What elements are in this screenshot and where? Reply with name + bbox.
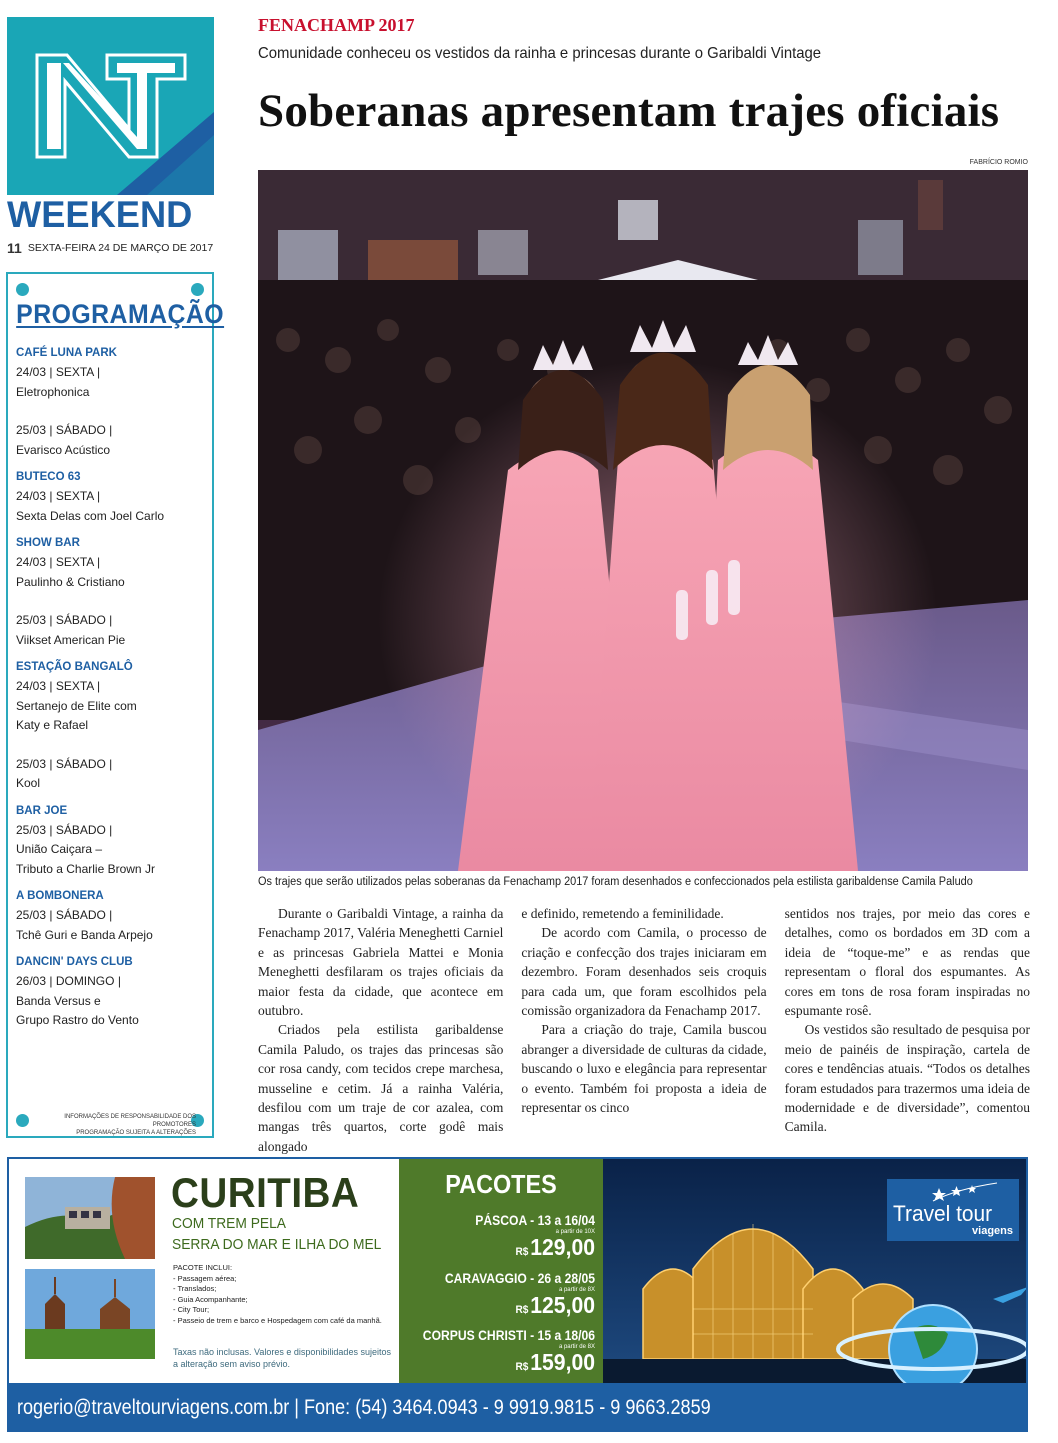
price-value: 129,00 (530, 1234, 595, 1260)
venue-name: DANCIN' DAYS CLUB (16, 956, 133, 968)
venue-block (16, 534, 206, 650)
event-line: União Caiçara – (16, 842, 103, 856)
event-line: 24/03 | SEXTA | (16, 555, 101, 569)
currency: R$ (515, 1246, 529, 1258)
package-name: CARAVAGGIO - 26 a 28/05 (444, 1271, 595, 1286)
includes-item: - City Tour; (173, 1305, 210, 1314)
paragraph: sentidos nos trajes, por meio das cores e detalhes, como os bordados em 3D com a ideia de “toque-me” e as rendas que representam o floral dos espumantes. As cores em tons de rosa foram inspiradas no espumante rosê. (784, 906, 1030, 1019)
event-line: 25/03 | SÁBADO | (16, 822, 113, 837)
event-line: 24/03 | SEXTA | (16, 489, 101, 503)
event-entry (16, 906, 206, 945)
crowned-women-photo (258, 170, 1028, 871)
ad-contact-bar[interactable] (9, 1383, 1028, 1432)
event-entry (16, 363, 206, 402)
event-line: Eletrophonica (16, 384, 90, 399)
ad-disclaimer: Taxas não inclusas. Valores e disponibilidades sujeitos a alteração sem aviso prévio. (173, 1347, 391, 1369)
article-body (258, 904, 1030, 1154)
venue-block (16, 344, 206, 460)
body-column-2 (521, 904, 766, 1140)
venue-block (16, 468, 206, 526)
ad-right-panel (603, 1159, 1028, 1383)
venue-block (16, 953, 206, 1031)
venue-name: ESTAÇÃO BANGALÔ (16, 661, 133, 673)
ad-subtitle: COM TREM PELA (172, 1215, 287, 1232)
event-line: 25/03 | SÁBADO | (16, 756, 113, 771)
event-line: Banda Versus e (16, 993, 101, 1008)
event-entry (16, 487, 206, 526)
venue-name: BAR JOE (16, 804, 68, 817)
event-line: 26/03 | DOMINGO | (16, 974, 121, 988)
contact-info[interactable]: rogerio@traveltourviagens.com.br | Fone: (54) 3464.0943 - 9 9919.9815 - 9 9663.2859 (17, 1395, 711, 1419)
subhead: Comunidade conheceu os vestidos da rainha e princesas durante o Garibaldi Vintage (258, 45, 822, 62)
venue-block (16, 802, 206, 880)
event-line: Grupo Rastro do Vento (16, 1013, 139, 1027)
includes-item: - Passeio de trem e barco e Hospedagem com café da manhã. (173, 1315, 382, 1325)
travel-tour-logo[interactable] (887, 1179, 1019, 1241)
issue-date: SEXTA-FEIRA 24 DE MARÇO DE 2017 (27, 242, 214, 254)
package-item[interactable] (395, 1328, 595, 1378)
currency: R$ (515, 1304, 529, 1316)
body-column-1 (258, 904, 504, 1154)
package-item[interactable] (395, 1271, 595, 1321)
nt-logo (7, 17, 214, 195)
currency: R$ (515, 1361, 529, 1373)
package-note: a partir de 10X (555, 1229, 595, 1235)
package-name: CORPUS CHRISTI - 15 a 18/06 (422, 1328, 595, 1343)
church-photo (25, 1269, 155, 1359)
event-line: Tributo a Charlie Brown Jr (16, 861, 155, 876)
corner-dot (16, 1114, 29, 1127)
page-number: 11 (7, 240, 22, 256)
includes-item: - Translados; (173, 1284, 217, 1293)
event-entry (16, 611, 206, 650)
package-item[interactable] (395, 1213, 595, 1263)
price-value: 125,00 (530, 1292, 595, 1318)
event-line: Sertanejo de Elite com (16, 698, 137, 713)
brand-name: Travel tour (893, 1201, 993, 1226)
paragraph: e definido, remetendo a feminilidade. (521, 906, 724, 921)
event-entry (16, 755, 206, 794)
photo-caption: Os trajes que serão utilizados pelas soberanas da Fenachamp 2017 foram desenhados e confeccionados pela estilista garibaldense Camila Paludo (258, 876, 973, 888)
package-price (411, 1236, 595, 1263)
event-line: Paulinho & Cristiano (16, 574, 125, 589)
event-entry (16, 421, 206, 460)
event-entry (16, 677, 206, 736)
event-line: Kool (16, 776, 41, 790)
package-name: PÁSCOA - 13 a 16/04 (475, 1213, 595, 1228)
note-line: PROGRAMAÇÃO SUJEITA A ALTERAÇÕES (76, 1130, 196, 1136)
package-price (411, 1294, 595, 1321)
programacao-note (32, 1113, 196, 1137)
nt-logo-mark (7, 17, 214, 195)
event-line: 25/03 | SÁBADO | (16, 423, 113, 437)
package-note: a partir de 8X (558, 1344, 595, 1350)
ad-left-panel (9, 1159, 399, 1383)
venue-block (16, 658, 206, 794)
venue-name: CAFÉ LUNA PARK (16, 347, 117, 359)
packages-panel (399, 1159, 603, 1383)
ad-includes (173, 1263, 382, 1326)
venue-name: SHOW BAR (16, 537, 80, 549)
package-price (411, 1351, 595, 1378)
venue-name: BUTECO 63 (16, 471, 81, 483)
corner-dot (191, 283, 204, 296)
dateline (7, 239, 217, 257)
photo-credit: FABRÍCIO ROMIO (969, 159, 1028, 166)
paragraph: Os vestidos são resultado de pesquisa por meio de painéis de inspiração, cartela de cores e tendências atuais. “Todos os detalhes foram estudados para trazermos uma ideia de modernidade e de diversidade”, comentou Camila. (784, 1022, 1030, 1135)
body-column-3 (785, 904, 1030, 1140)
paragraph: Para a criação do traje, Camila buscou abranger a diversidade de culturas da cidade, buscando o luxo e elegância para representar o evento. Também foi proposta a ideia de representar os cinco (521, 1022, 767, 1116)
article-photo (258, 170, 1028, 871)
event-line: Sexta Delas com Joel Carlo (16, 508, 165, 523)
paragraph: De acordo com Camila, o processo de criação e confecção dos trajes iniciaram em dezembro. Foram desenhados seis croquis para cada um, que foram escolhidos pela comissão organizadora da Fenachamp 2017. (521, 925, 767, 1019)
headline: Soberanas apresentam trajes oficiais (258, 85, 1000, 137)
stars-icon (927, 1181, 1007, 1203)
event-line: 24/03 | SEXTA | (16, 365, 101, 379)
packages-title: PACOTES (445, 1169, 557, 1199)
event-line: Katy e Rafael (16, 718, 89, 732)
includes-item: - Passagem aérea; (173, 1273, 237, 1283)
event-line: Viikset American Pie (16, 632, 126, 647)
venue-name: A BOMBONERA (16, 890, 104, 902)
section-title: WEEKEND (7, 194, 193, 235)
paragraph: Durante o Garibaldi Vintage, a rainha da Fenachamp 2017, Valéria Meneghetti Carniel e as princesas Gabriela Mattei e Monia Meneghetti desfilaram os trajes oficiais da maior festa da cidade, que acontece em outubro. (258, 906, 504, 1019)
includes-title: PACOTE INCLUI: (173, 1263, 233, 1272)
event-line: Evarisco Acústico (16, 442, 111, 457)
package-note: a partir de 8X (558, 1287, 595, 1293)
programacao-title: PROGRAMAÇÃO (16, 299, 225, 329)
event-entry (16, 972, 206, 1031)
event-line: 25/03 | SÁBADO | (16, 613, 113, 627)
price-value: 159,00 (530, 1349, 595, 1375)
venue-block (16, 887, 206, 945)
ad-subtitle: SERRA DO MAR E ILHA DO MEL (172, 1236, 382, 1253)
brand-sub: viagens (972, 1225, 1013, 1237)
event-entry (16, 821, 206, 880)
paragraph: Criados pela estilista garibaldense Camila Paludo, os trajes das princesas são cor rosa candy, com tecidos crepe marchesa, musseline e cetim. Já a rainha Valéria, desfilou com um traje de cor azalea, com mangas três quartos, corte godê mais alongado (258, 1022, 504, 1154)
event-line: 24/03 | SEXTA | (16, 679, 101, 693)
event-entry (16, 553, 206, 592)
venue-list (16, 344, 206, 1039)
event-line: Tchê Guri e Banda Arpejo (16, 927, 153, 942)
programacao-box (6, 272, 225, 1138)
travel-ad[interactable] (7, 1157, 1028, 1432)
event-line: 25/03 | SÁBADO | (16, 908, 113, 922)
note-line: INFORMAÇÕES DE RESPONSABILIDADE DOS PROMOTORES (64, 1114, 196, 1128)
kicker: FENACHAMP 2017 (258, 15, 415, 35)
includes-item: - Guia Acompanhante; (173, 1294, 248, 1304)
ad-city: CURITIBA (171, 1169, 360, 1216)
corner-dot (16, 283, 29, 296)
train-photo (25, 1177, 155, 1259)
